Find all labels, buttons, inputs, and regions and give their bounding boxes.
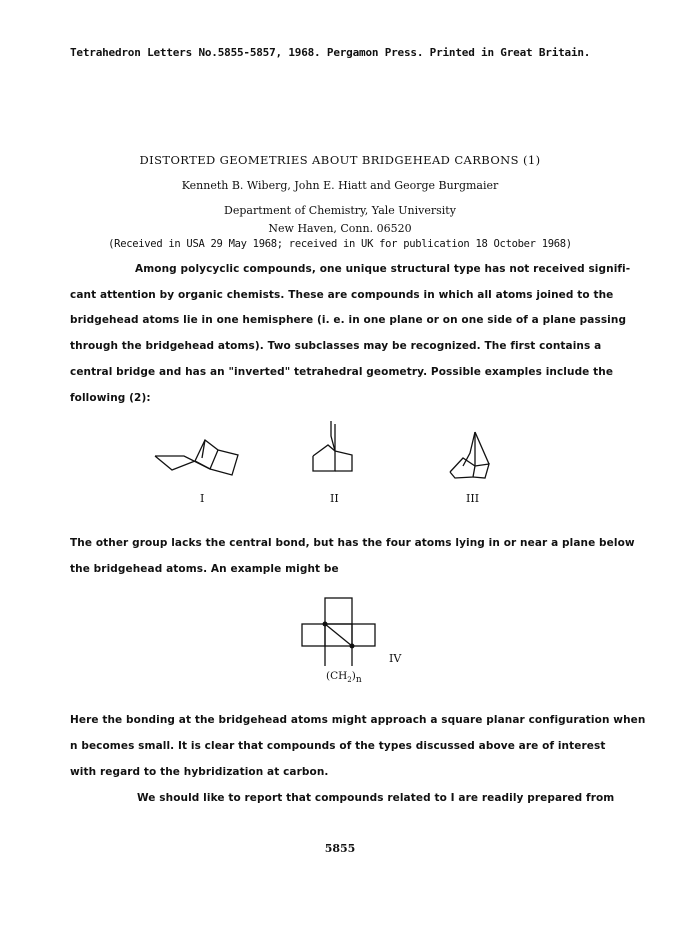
structure-iv-label: IV [389, 652, 402, 665]
body-line: bridgehead atoms lie in one hemisphere (i. e. in one plane or on one side of a plane passing [70, 314, 627, 326]
structure-i-drawing [150, 428, 250, 488]
body-line: the bridgehead atoms. An example might be [70, 563, 339, 575]
received-dates: (Received in USA 29 May 1968; received in UK for publication 18 October 1968) [108, 238, 572, 250]
structure-i-label: I [200, 492, 205, 505]
structure-iii-drawing [445, 428, 500, 483]
body-line: The other group lacks the central bond, but has the four atoms lying in or near a plane below [70, 537, 635, 549]
author-address: New Haven, Conn. 06520 [268, 222, 412, 235]
author-department: Department of Chemistry, Yale University [224, 204, 456, 217]
body-line: Here the bonding at the bridgehead atoms might approach a square planar configuration when [70, 714, 646, 726]
body-line: through the bridgehead atoms). Two subclasses may be recognized. The first contains a [70, 340, 602, 352]
body-line: We should like to report that compounds related to I are readily prepared from [137, 792, 615, 804]
body-line: with regard to the hybridization at carbon. [70, 766, 329, 778]
body-line: following (2): [70, 392, 151, 404]
article-authors: Kenneth B. Wiberg, John E. Hiatt and George Burgmaier [181, 179, 499, 192]
article-title: DISTORTED GEOMETRIES ABOUT BRIDGEHEAD CARBONS (1) [139, 153, 541, 167]
structure-iii-label: III [466, 492, 480, 505]
structure-ii-drawing [310, 418, 360, 480]
body-line: cant attention by organic chemists. These are compounds in which all atoms joined to the [70, 289, 614, 301]
structure-iv-drawing [300, 590, 390, 680]
body-line: central bridge and has an "inverted" tetrahedral geometry. Possible examples include the [70, 366, 614, 378]
body-line: n becomes small. It is clear that compounds of the types discussed above are of interest [70, 740, 606, 752]
ch2-n-label: $(CH_2)_n$ [326, 670, 362, 686]
structure-ii-label: II [330, 492, 339, 505]
body-line: Among polycyclic compounds, one unique structural type has not received signifi- [135, 263, 631, 275]
journal-header: Tetrahedron Letters No.5855-5857, 1968. Pergamon Press. Printed in Great Britain. [70, 46, 591, 59]
page-number: 5855 [324, 842, 356, 855]
